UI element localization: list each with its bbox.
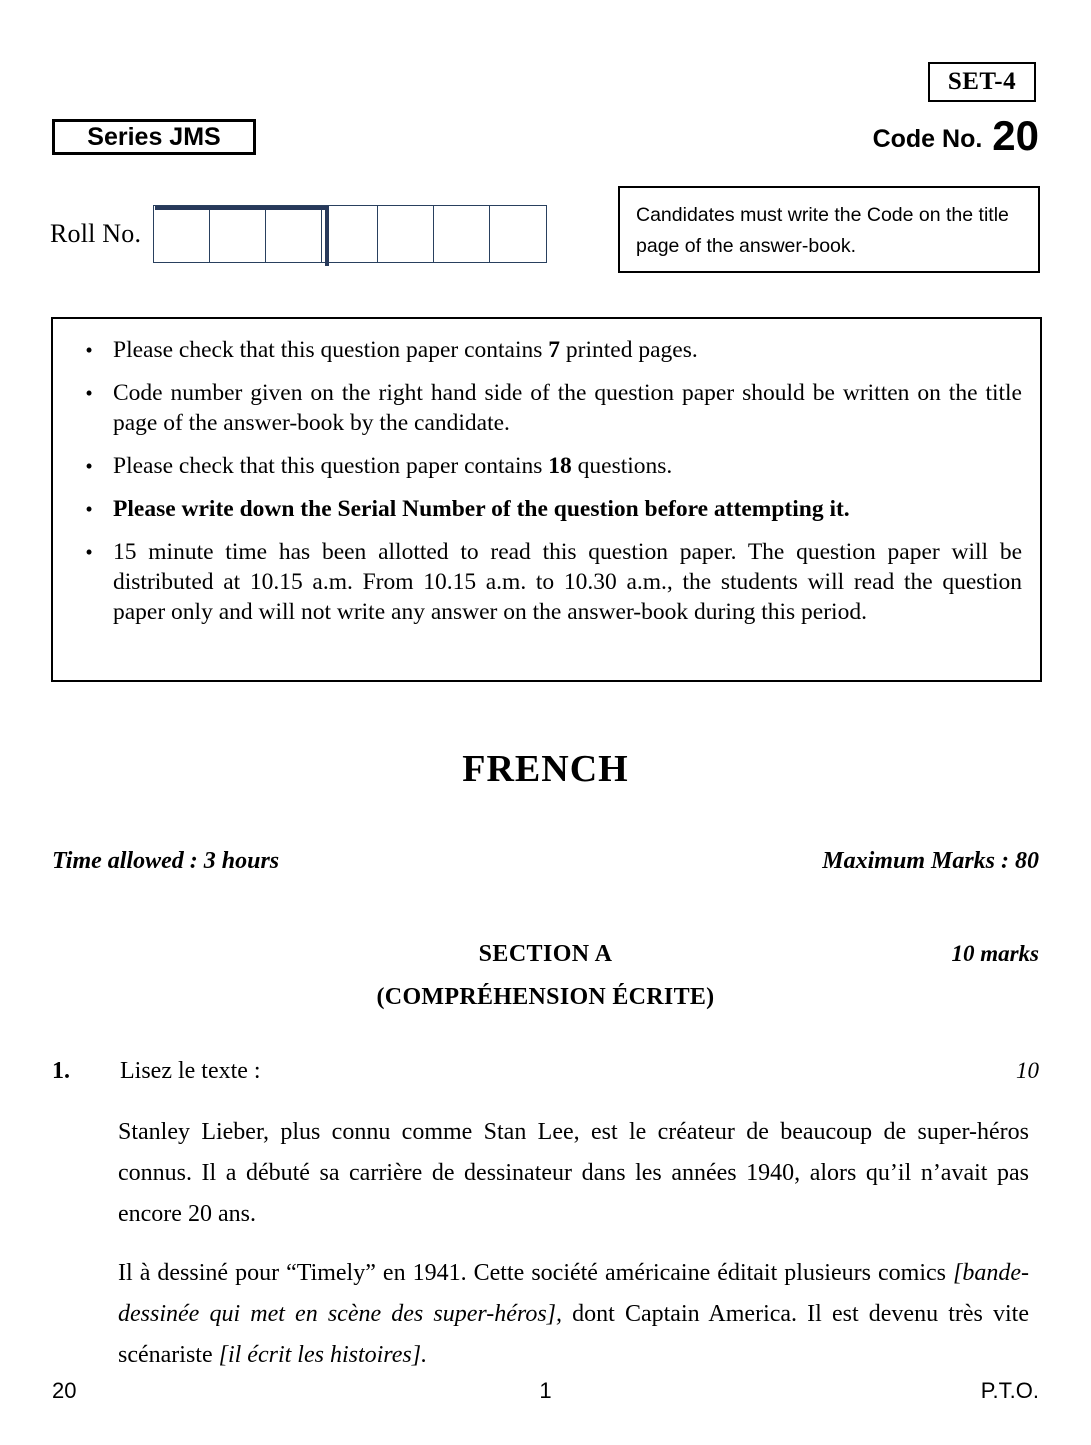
section-subtitle: (COMPRÉHENSION ÉCRITE) — [376, 984, 715, 1010]
bullet-icon: • — [85, 338, 93, 362]
instruction-text: Code number given on the right hand side of the question paper should be written on the title page of the answer-book by the candidate. — [113, 380, 1022, 436]
instruction-item — [65, 537, 1026, 627]
bullet-icon: • — [85, 497, 93, 521]
instruction-item — [65, 451, 1026, 481]
question-1-number: 1. — [52, 1058, 70, 1084]
code-number-value: 20 — [992, 112, 1039, 159]
instruction-text: Please write down the Serial Number of the question before attempting it. — [113, 496, 850, 522]
roll-number-grid-thick-top — [155, 206, 327, 210]
roll-number-cell[interactable] — [154, 206, 210, 262]
set-number-label: SET-4 — [947, 68, 1017, 95]
roll-number-grid-thick-divider — [325, 206, 329, 266]
code-number-label: Code No. — [872, 125, 983, 153]
instruction-text: Please check that this question paper contains 18 questions. — [113, 453, 673, 479]
maximum-marks: Maximum Marks : 80 — [822, 848, 1039, 874]
time-allowed: Time allowed : 3 hours — [52, 848, 280, 874]
candidates-notice-text: Candidates must write the Code on the title page of the answer-book. — [636, 204, 1009, 257]
question-1-marks: 10 — [1016, 1058, 1039, 1083]
roll-number-cell[interactable] — [210, 206, 266, 262]
series-label: Series JMS — [87, 122, 221, 151]
candidates-notice-box — [618, 186, 1040, 273]
instructions-list — [65, 335, 1026, 627]
instruction-item — [65, 378, 1026, 438]
time-and-marks-row — [52, 848, 1039, 875]
instructions-box — [51, 317, 1042, 682]
passage-paragraph: Stanley Lieber, plus connu comme Stan Lee, est le créateur de beaucoup de super-héros connus. Il a débuté sa carrière de dessinateur dans les années 1940, alors qu’il n’avait pas encore 20 ans. — [118, 1119, 1029, 1227]
roll-number-field — [50, 205, 547, 263]
page-title: FRENCH — [462, 748, 629, 790]
bullet-icon: • — [85, 454, 93, 478]
section-header-row — [52, 941, 1039, 971]
bullet-icon: • — [85, 540, 93, 564]
passage-paragraph: Il à dessiné pour “Timely” en 1941. Cette société américaine éditait plusieurs comics [bande-dessinée qui met en scène des super-héros], dont Captain America. Il est devenu très vite scénariste [il écrit les histoires]. — [118, 1260, 1029, 1368]
roll-number-cell[interactable] — [378, 206, 434, 262]
question-1-row — [52, 1058, 1039, 1085]
roll-number-label: Roll No. — [50, 219, 142, 248]
instruction-item — [65, 494, 1026, 524]
footer-code: 20 — [52, 1378, 77, 1403]
page-footer — [52, 1378, 1039, 1404]
roll-number-cell[interactable] — [322, 206, 378, 262]
series-box — [52, 119, 256, 155]
question-1-prompt: Lisez le texte : — [120, 1058, 261, 1084]
footer-pto: P.T.O. — [980, 1378, 1039, 1403]
roll-number-grid[interactable] — [153, 205, 547, 263]
section-title: SECTION A — [478, 941, 613, 967]
instruction-text: 15 minute time has been allotted to read this question paper. The question paper will be distributed at 10.15 a.m. From 10.15 a.m. to 10.30 a.m., the students will read the question paper only and will not write any answer on the answer-book during this period. — [113, 539, 1022, 625]
question-1-passage — [118, 1112, 1029, 1376]
roll-number-cell[interactable] — [490, 206, 546, 262]
instruction-item — [65, 335, 1026, 365]
roll-number-cell[interactable] — [434, 206, 490, 262]
code-number — [872, 112, 1039, 159]
section-marks: 10 marks — [951, 941, 1039, 966]
set-number-box — [928, 62, 1036, 102]
roll-number-cell[interactable] — [266, 206, 322, 262]
footer-page-number: 1 — [539, 1378, 552, 1403]
instruction-text: Please check that this question paper contains 7 printed pages. — [113, 337, 698, 363]
bullet-icon: • — [85, 381, 93, 405]
